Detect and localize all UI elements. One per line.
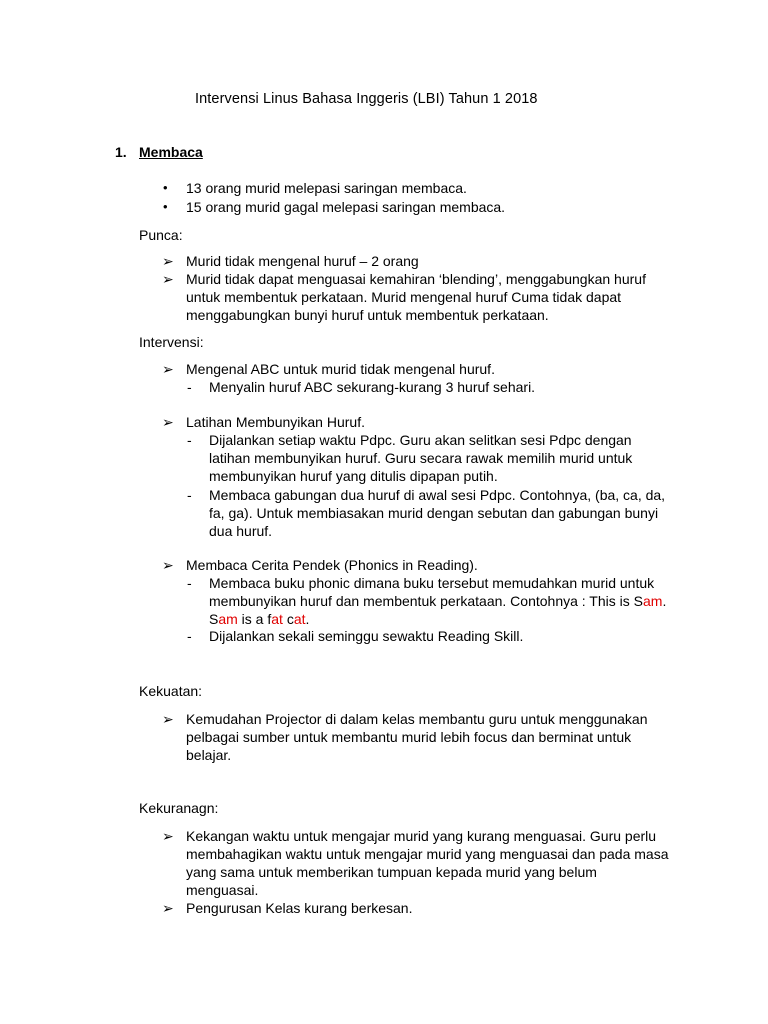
highlighted-text: am	[642, 593, 663, 609]
text-run: S	[209, 611, 219, 627]
kekuatan-label: Kekuatan:	[139, 683, 203, 699]
arrow-bullet-icon: ➢	[162, 828, 174, 844]
list-item-continuation: membahagikan waktu untuk mengajar murid yang menguasai dan pada masa	[186, 846, 669, 862]
arrow-bullet-icon: ➢	[162, 271, 174, 287]
list-item-continuation: pelbagai sumber untuk membantu murid lebih focus dan berminat untuk	[186, 729, 632, 745]
list-item-continuation: untuk membentuk perkataan. Murid mengenal huruf Cuma tidak dapat	[186, 289, 622, 305]
list-item: 13 orang murid melepasi saringan membaca.	[186, 180, 467, 196]
list-item: Latihan Membunyikan Huruf.	[186, 414, 365, 430]
sub-item-continuation: membunyikan huruf yang ditulis dipapan putih.	[209, 468, 498, 484]
dash-marker: -	[187, 575, 192, 591]
dash-marker: -	[187, 628, 192, 644]
highlighted-text: at	[271, 611, 283, 627]
highlighted-text: at	[293, 611, 306, 627]
dash-marker: -	[187, 487, 192, 503]
arrow-bullet-icon: ➢	[162, 361, 174, 377]
sub-item-continuation: fa, ga). Untuk membiasakan murid dengan sebutan dan gabungan bunyi	[209, 505, 659, 521]
list-item: Murid tidak dapat menguasai kemahiran ‘blending’, menggabungkan huruf	[186, 271, 646, 287]
dash-marker: -	[187, 379, 192, 395]
list-item: Murid tidak mengenal huruf – 2 orang	[186, 253, 419, 269]
list-item: Kekangan waktu untuk mengajar murid yang kurang menguasai. Guru perlu	[186, 828, 657, 844]
sub-item: Membaca gabungan dua huruf di awal sesi Pdpc. Contohnya, (ba, ca, da,	[209, 487, 666, 503]
arrow-bullet-icon: ➢	[162, 557, 174, 573]
section-heading: Membaca	[139, 144, 203, 160]
text-run: is a f	[237, 611, 272, 627]
document-title: Intervensi Linus Bahasa Inggeris (LBI) Tahun 1 2018	[195, 91, 538, 107]
arrow-bullet-icon: ➢	[162, 711, 174, 727]
list-item: Pengurusan Kelas kurang berkesan.	[186, 900, 413, 916]
sub-item: Membaca buku phonic dimana buku tersebut memudahkan murid untuk	[209, 575, 655, 591]
sub-item-continuation	[209, 592, 666, 610]
list-item: 15 orang murid gagal melepasi saringan membaca.	[186, 199, 506, 215]
list-item-continuation: menggabungkan bunyi huruf untuk membentuk perkataan.	[186, 307, 549, 323]
text-run: .	[662, 593, 667, 609]
list-item-continuation: belajar.	[186, 747, 232, 763]
arrow-bullet-icon: ➢	[162, 900, 174, 916]
arrow-bullet-icon: ➢	[162, 414, 174, 430]
sub-item-continuation: dua huruf.	[209, 523, 273, 539]
sub-item: Menyalin huruf ABC sekurang-kurang 3 huruf sehari.	[209, 379, 536, 395]
dash-marker: -	[187, 432, 192, 448]
highlighted-text: am	[218, 611, 238, 627]
text-run: c	[282, 611, 294, 627]
bullet-icon: •	[163, 180, 168, 195]
list-item-continuation: yang sama untuk memberikan tumpuan kepada murid yang belum	[186, 864, 597, 880]
text-run: .	[305, 611, 310, 627]
arrow-bullet-icon: ➢	[162, 253, 174, 269]
bullet-icon: •	[163, 199, 168, 214]
sub-item: Dijalankan setiap waktu Pdpc. Guru akan selitkan sesi Pdpc dengan	[209, 432, 632, 448]
kekurangan-label: Kekuranagn:	[139, 800, 219, 816]
sub-item-continuation: latihan membunyikan huruf. Guru secara rawak memilih murid untuk	[209, 450, 633, 466]
sub-item: Dijalankan sekali seminggu sewaktu Reading Skill.	[209, 628, 524, 644]
list-item: Mengenal ABC untuk murid tidak mengenal huruf.	[186, 361, 495, 377]
intervensi-label: Intervensi:	[139, 334, 204, 350]
list-item-continuation: menguasai.	[186, 882, 259, 898]
punca-label: Punca:	[139, 227, 183, 243]
sub-item-continuation	[209, 610, 309, 628]
list-item: Membaca Cerita Pendek (Phonics in Reading).	[186, 557, 478, 573]
section-number: 1.	[115, 144, 127, 160]
text-run: membunyikan huruf dan membentuk perkataan. Contohnya : This is S	[209, 593, 643, 609]
list-item: Kemudahan Projector di dalam kelas membantu guru untuk menggunakan	[186, 711, 648, 727]
